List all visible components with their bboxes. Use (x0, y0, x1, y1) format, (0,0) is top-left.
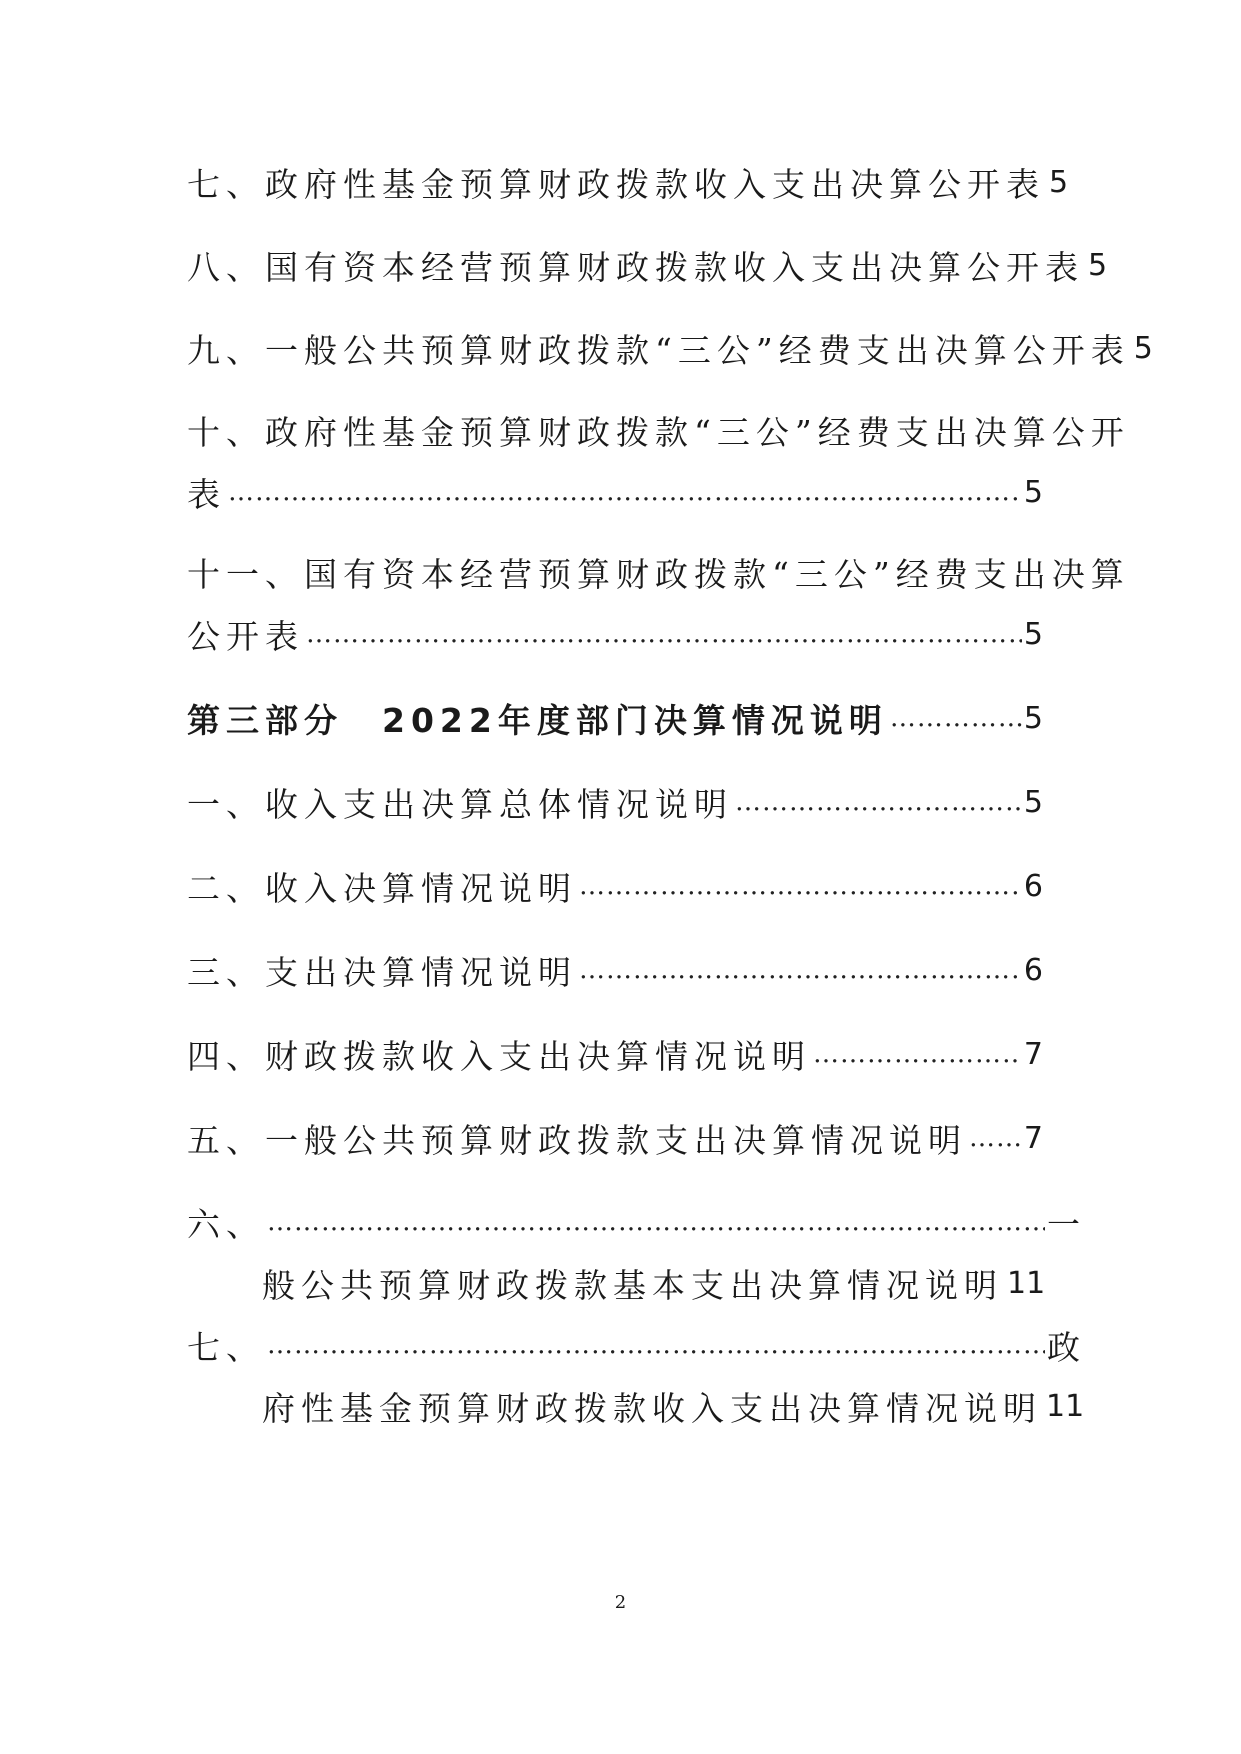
dot-leader (306, 619, 1022, 649)
dot-leader (969, 1123, 1022, 1153)
toc-entry-page: 5 (1023, 616, 1043, 652)
toc-entry-title-line1: 七、 (187, 1327, 265, 1367)
toc-entry-page: 5 (1023, 700, 1043, 736)
toc-entry-title: 四、财政拨款收入支出决算情况说明 (187, 1036, 811, 1076)
toc-entry-title: 一、收入支出决算总体情况说明 (187, 784, 733, 824)
toc-entry-page: 5 (1049, 164, 1069, 200)
toc-entry-line2[interactable] (262, 1381, 1085, 1431)
toc-entry-line2[interactable] (262, 1258, 1046, 1308)
toc-entry-page: 5 (1023, 784, 1043, 820)
dot-leader (228, 477, 1022, 507)
toc-entry[interactable] (187, 1029, 1043, 1079)
dot-leader (813, 1039, 1022, 1069)
toc-entry-page: 7 (1023, 1036, 1043, 1072)
toc-entry-page: 11 (1007, 1265, 1046, 1301)
dot-leader (735, 787, 1022, 817)
toc-entry[interactable] (187, 240, 1108, 290)
toc-entry-page: 5 (1088, 247, 1108, 283)
toc-entry[interactable] (187, 861, 1043, 911)
toc-entry-page: 6 (1023, 868, 1043, 904)
toc-entry[interactable] (187, 157, 1069, 207)
toc-entry-title: 九、一般公共预算财政拨款“三公”经费支出决算公开表 (187, 330, 1130, 370)
toc-entry-title-line2: 府性基金预算财政拨款收入支出决算情况说明 (262, 1388, 1042, 1428)
dot-leader (267, 1330, 1045, 1360)
toc-section-heading[interactable] (187, 693, 1043, 743)
toc-entry[interactable] (187, 609, 1043, 659)
toc-entry-title-line2: 表 (187, 474, 226, 514)
toc-entry-page: 11 (1046, 1388, 1085, 1424)
toc-entry[interactable] (187, 777, 1043, 827)
toc-entry-title: 七、政府性基金预算财政拨款收入支出决算公开表 (187, 164, 1045, 204)
toc-entry[interactable] (187, 1113, 1043, 1163)
toc-entry-title-tail: 政 (1047, 1327, 1080, 1367)
toc-entry-title: 五、一般公共预算财政拨款支出决算情况说明 (187, 1120, 967, 1160)
toc-entry-title: 三、支出决算情况说明 (187, 952, 577, 992)
page-number: 2 (614, 1592, 627, 1613)
toc-entry-title: 八、国有资本经营预算财政拨款收入支出决算公开表 (187, 247, 1084, 287)
dot-leader (890, 703, 1022, 733)
dot-leader (579, 955, 1022, 985)
toc-entry-title-line1[interactable]: 十一、国有资本经营预算财政拨款“三公”经费支出决算 (187, 555, 1130, 594)
toc-entry-page: 7 (1023, 1120, 1043, 1156)
toc-entry-title-line2: 般公共预算财政拨款基本支出决算情况说明 (262, 1265, 1003, 1305)
toc-entry-page: 6 (1023, 952, 1043, 988)
toc-entry-title-line1[interactable]: 十、政府性基金预算财政拨款“三公”经费支出决算公开 (187, 413, 1130, 452)
toc-entry[interactable] (187, 467, 1043, 517)
dot-leader (267, 1207, 1045, 1237)
toc-entry-page: 5 (1133, 330, 1153, 366)
toc-entry-title-line1: 六、 (187, 1204, 265, 1244)
toc-entry[interactable] (187, 323, 1153, 373)
toc-entry-title: 二、收入决算情况说明 (187, 868, 577, 908)
dot-leader (579, 871, 1022, 901)
toc-entry-line1[interactable] (187, 1320, 1080, 1370)
toc-entry[interactable] (187, 945, 1043, 995)
toc-entry-title-line2: 公开表 (187, 616, 304, 656)
toc-entry-page: 5 (1023, 474, 1043, 510)
toc-entry-title: 第三部分 2022年度部门决算情况说明 (187, 700, 888, 740)
toc-entry-title-tail: 一 (1047, 1204, 1080, 1244)
toc-entry-line1[interactable] (187, 1197, 1080, 1247)
